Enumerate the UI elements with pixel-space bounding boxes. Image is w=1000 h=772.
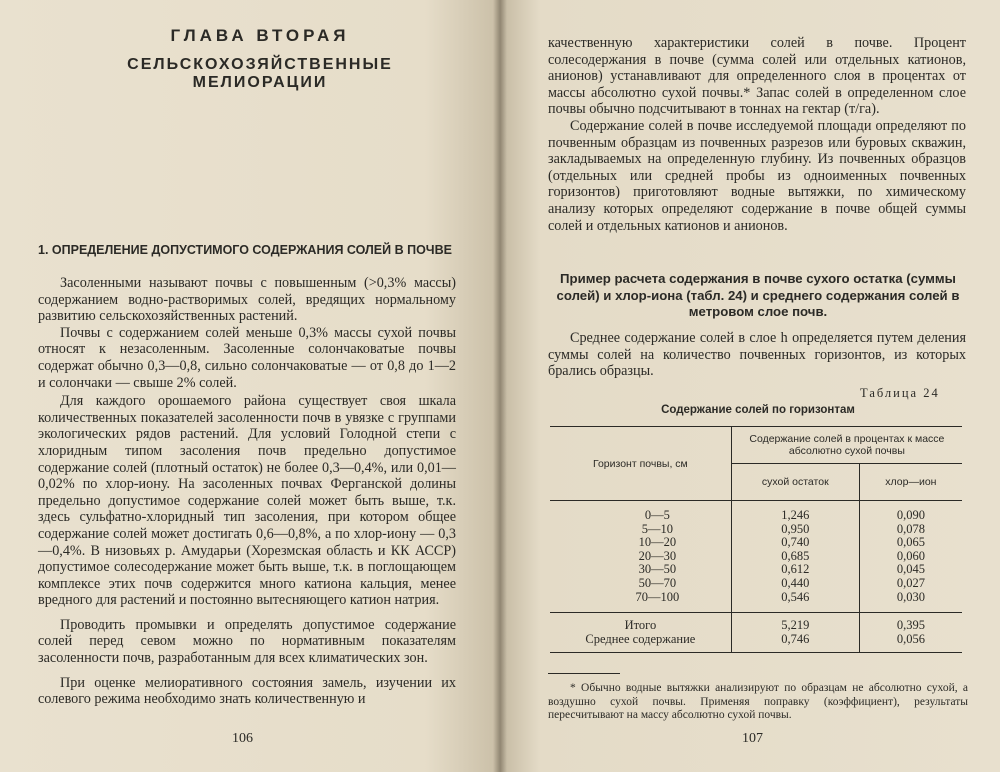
total-row (550, 613, 962, 633)
chlor-cell: 0,027 (859, 577, 962, 591)
chapter-title: СЕЛЬСКОХОЗЯЙСТВЕННЫЕ МЕЛИОРАЦИИ (127, 56, 393, 91)
average-row (550, 633, 962, 653)
paragraph: качественную характеристики солей в почве. Процент солесодержания в почве (сумма солей или отдельных катионов, анионов) устанавливают для определенного слоя в процентах от массы абсолютно сухой почвы.* Запас солей в определенном слое почвы обычно подсчитывают в тоннах на гектар (т/га). (548, 35, 966, 118)
table-row (550, 563, 962, 577)
dry-cell: 0,546 (731, 591, 859, 605)
page-number-right: 107 (742, 731, 763, 746)
chlor-cell: 0,078 (859, 523, 962, 537)
left-body (38, 275, 456, 708)
paragraph: Для каждого орошаемого района существует своя шкала количественных показателей засоленности почв в увязке с группами экологических рядов растений. Для условий Голодной степи с хлоридным типом засоления почв предельно допустимое содержание солей (плотный остаток) не более 0,3—0,4%, или 0,01—0,02% по хлор-иону. На засоленных почвах Ферганской долины предельно допустимое содержание солей может быть выше, т.к. здесь сульфатно-хлоридный тип засоления, при котором общее содержание солей может достигать 0,6—0,8%, а по хлор-иону — 0,3—0,4%. В низовьях р. Амударьи (Хорезмская область и КК АССР) допустимое солесодержание может быть выше, т.к. в поглощающем комплексе этих почв содержится много катиона кальция, менее вредного для растений и постоянно вытесняющего катион натрия. (38, 393, 456, 609)
horizon-cell: 5—10 (641, 521, 673, 536)
example-text: Среднее содержание солей в слое h определяется путем деления суммы солей на количество почвенных горизонтов, из которых брались образцы. (548, 330, 966, 380)
paragraph: При оценке мелиоративного состояния замель, изучении их солевого режима необходимо знать количественную и (38, 674, 456, 708)
col-dry-header: сухой остаток (731, 464, 859, 501)
table-row (550, 591, 962, 605)
paragraph: Проводить промывки и определять допустимое содержание солей перед севом можно по нормативным показателям засоленности почв, разработанным для всех климатических зон. (38, 616, 456, 667)
chlor-cell: 0,090 (859, 509, 962, 523)
total-chlor: 0,395 (859, 613, 962, 633)
dry-cell: 0,612 (731, 563, 859, 577)
col-group-header: Содержание солей в процентах к массе абсолютно сухой почвы (731, 427, 962, 464)
horizon-cell: 30—50 (638, 562, 677, 577)
chapter-label: ГЛАВА ВТОРАЯ (170, 26, 350, 45)
table-row (550, 550, 962, 564)
right-body (548, 35, 966, 234)
table-row (550, 536, 962, 550)
average-dry: 0,746 (731, 633, 859, 653)
table-body (550, 501, 962, 653)
page-number-left: 106 (232, 731, 253, 746)
horizon-cell: 0—5 (644, 508, 670, 522)
dry-cell: 0,685 (731, 550, 859, 564)
chlor-cell: 0,065 (859, 536, 962, 550)
horizon-cell: 50—70 (638, 575, 677, 590)
average-label: Среднее содержание (550, 633, 731, 653)
table-label: Таблица 24 (860, 386, 940, 400)
total-label: Итого (550, 613, 731, 633)
salt-table (550, 426, 962, 653)
table-row (550, 509, 962, 523)
paragraph: Почвы с содержанием солей меньше 0,3% массы сухой почвы относят к незасоленным. Засоленные солончаковатые почвы содержат обычно 0,3—0,8, сильно солончаковатые — от 0,8 до 1—2 и солончаки — свыше 2% солей. (38, 324, 456, 391)
chlor-cell: 0,060 (859, 550, 962, 564)
col-chlor-header: хлор—ион (859, 464, 962, 501)
paragraph: Засоленными называют почвы с повышенным (>0,3% массы) содержанием водно-растворимых солей, вредящих нормальному развитию сельскохозяйственных растений. (38, 275, 456, 325)
section-title: 1. ОПРЕДЕЛЕНИЕ ДОПУСТИМОГО СОДЕРЖАНИЯ СОЛЕЙ В ПОЧВЕ (38, 243, 452, 257)
footnote: * Обычно водные вытяжки анализируют по образцам не абсолютно сухой, а воздушно сухой почвы. Применяя поправку (коэффициент), результаты пересчитывают на массу абсолютно сухой почвы. (548, 682, 968, 722)
footnote-rule (548, 673, 620, 674)
table-caption: Содержание солей по горизонтам (661, 404, 855, 416)
table-row (550, 577, 962, 591)
col-horizon-header: Горизонт почвы, см (550, 427, 731, 501)
total-dry: 5,219 (731, 613, 859, 633)
example-heading: Пример расчета содержания в почве сухого остатка (суммы солей) и хлор-иона (табл. 24) и среднего содержания солей в метровом слое почв. (556, 271, 960, 319)
book-gutter (493, 0, 507, 772)
dry-cell: 0,950 (731, 523, 859, 537)
horizon-cell: 20—30 (638, 548, 677, 563)
table-row (550, 523, 962, 537)
footnote-block (548, 682, 968, 723)
dry-cell: 0,740 (731, 536, 859, 550)
horizon-cell: 70—100 (635, 589, 680, 604)
average-chlor: 0,056 (859, 633, 962, 653)
example-text-block (548, 330, 966, 380)
paragraph: Содержание солей в почве исследуемой площади определяют по почвенным образцам из почвенных разрезов или буровых скважин, закладываемых на определенную глубину. Из почвенных образцов (отдельных или средней пробы из одноименных почвенных горизонтов) приготовляют водные вытяжки, по химическому анализу которых определяют содержание в почве общей суммы солей и отдельных катионов и анионов. (548, 117, 966, 234)
chlor-cell: 0,030 (859, 591, 962, 605)
dry-cell: 0,440 (731, 577, 859, 591)
horizon-cell: 10—20 (638, 535, 677, 550)
dry-cell: 1,246 (731, 509, 859, 523)
chlor-cell: 0,045 (859, 563, 962, 577)
